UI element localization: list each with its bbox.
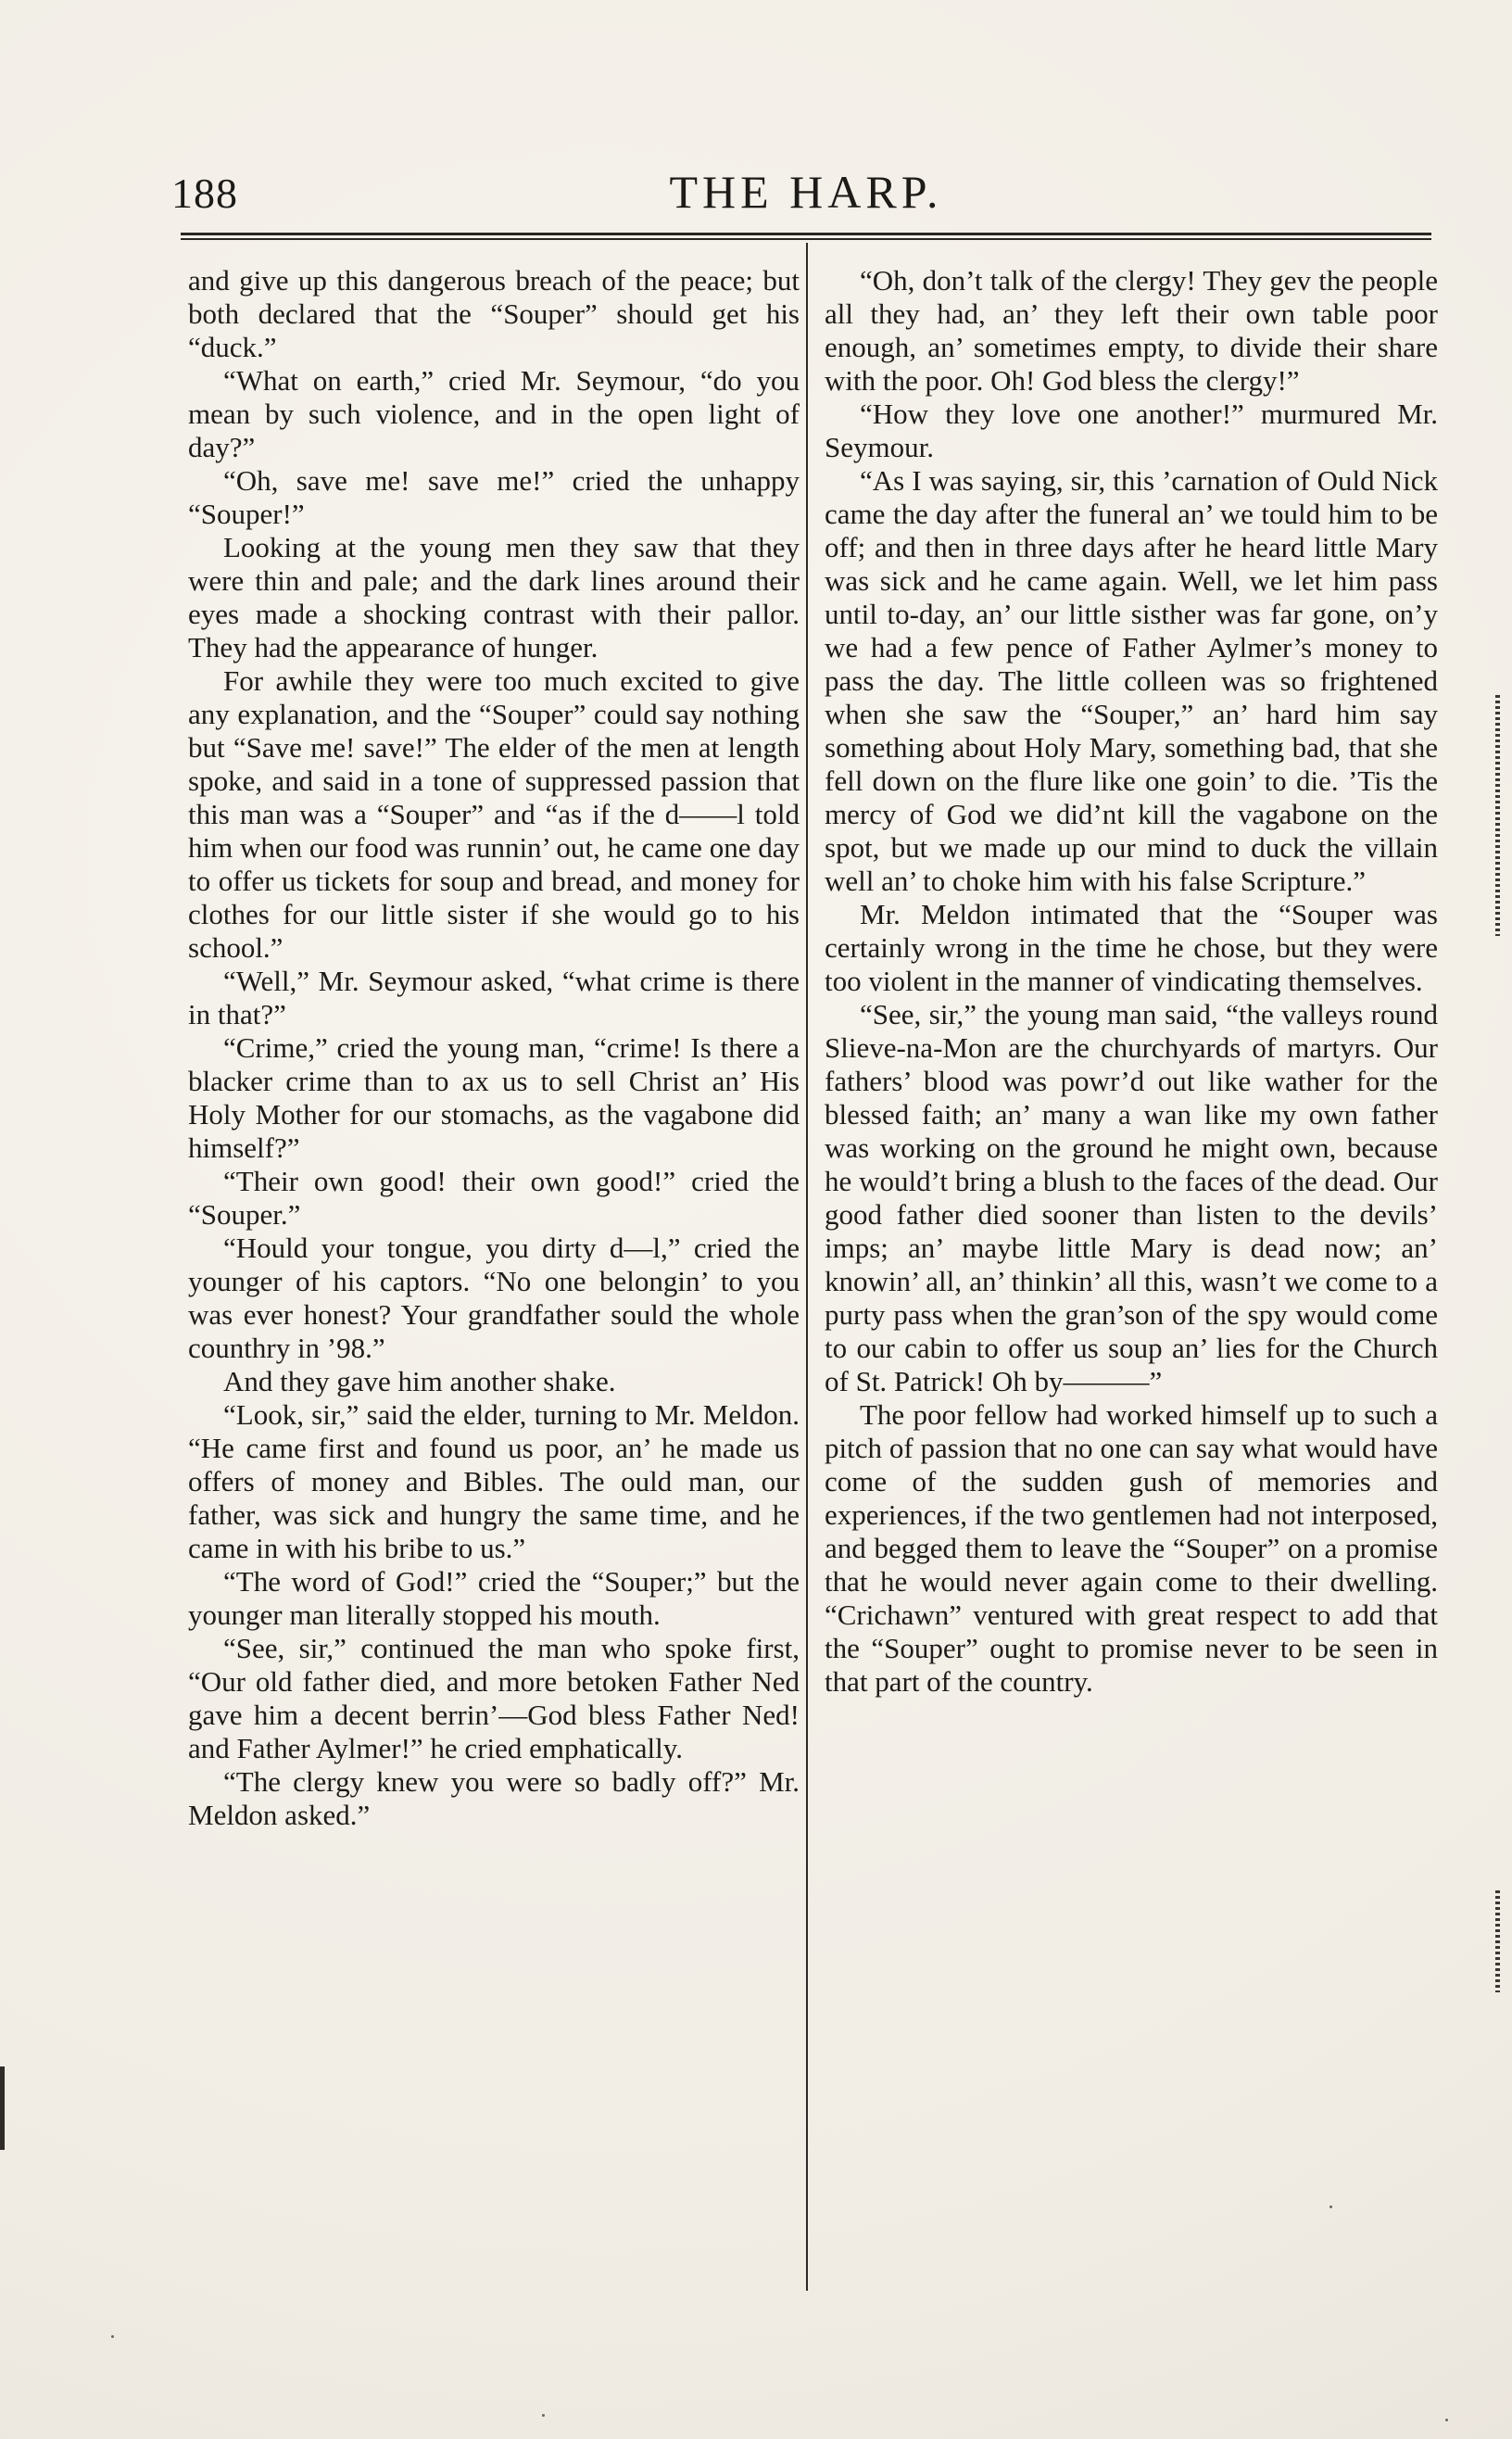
paragraph: and give up this dangerous breach of the peace; but both declared that the “Souper” should get his “duck.” xyxy=(188,264,800,363)
page-header xyxy=(171,165,1441,221)
paragraph: “Their own good! their own good!” cried the “Souper.” xyxy=(188,1165,800,1231)
paragraph: “How they love one another!” murmured Mr. Seymour. xyxy=(825,398,1438,463)
paragraph: “As I was saying, sir, this ’carnation of Ould Nick came the day after the funeral an’ we tould him to be off; and then in three days after he heard little Mary was sick and he came again. Well, we let him pass until to-day, an’ our little sisther was far gone, on’y we had a few pence of Father Aylmer’s money to pass the day. The little colleen was so frightened when she saw the “Souper,” an’ hard him say something about Holy Mary, something bad, that she fell down on the flure like one goin’ to die. ’Tis the mercy of God we did’nt kill the vagabone on the spot, but we made up our mind to duck the villain well an’ to choke him with his false Scripture.” xyxy=(825,464,1438,897)
paragraph: “The clergy knew you were so badly off?” Mr. Meldon asked.” xyxy=(188,1765,800,1831)
scan-edge-mark xyxy=(0,2066,5,2150)
scan-speck xyxy=(1329,2205,1332,2208)
scan-margin-mark xyxy=(1495,695,1500,936)
paragraph: “Well,” Mr. Seymour asked, “what crime is there in that?” xyxy=(188,965,800,1030)
right-column xyxy=(825,264,1438,1699)
paragraph: “See, sir,” continued the man who spoke first, “Our old father died, and more betoken Father Ned gave him a decent berrin’—God bless Father Ned! and Father Aylmer!” he cried emphatically. xyxy=(188,1632,800,1764)
paragraph: And they gave him another shake. xyxy=(223,1365,616,1397)
paragraph: “See, sir,” the young man said, “the valleys round Slieve-na-Mon are the churchyards of martyrs. Our fathers’ blood was powr’d out like wather for the blessed faith; an’ many a wan like my own father was working on the ground he might own, because he would’t bring a blush to the faces of the dead. Our good father died sooner than listen to the devils’ imps; an’ maybe little Mary is dead now; an’ knowin’ all, an’ thinkin’ all this, wasn’t we come to a purty pass when the gran’son of the spy would come to our cabin to offer us soup an’ lies for the Church of St. Patrick! Oh by———” xyxy=(825,998,1438,1397)
left-column xyxy=(188,264,800,1832)
scan-margin-mark xyxy=(1495,1890,1500,1992)
paragraph: “Hould your tongue, you dirty d—l,” cried the younger of his captors. “No one belongin’ to you was ever honest? Your grandfather sould the whole counthry in ’98.” xyxy=(188,1232,800,1364)
paragraph: The poor fellow had worked himself up to such a pitch of passion that no one can say what would have come of the sudden gush of memories and experiences, if the two gentlemen had not interposed, and begged them to leave the “Souper” on a promise that he would never again come to their dwelling. “Crichawn” ventured with great respect to add that the “Souper” ought to promise never to be seen in that part of the country. xyxy=(825,1398,1438,1698)
paragraph: “Look, sir,” said the elder, turning to Mr. Meldon. “He came first and found us poor, an’ he made us offers of money and Bibles. The ould man, our father, was sick and hungry the same time, and he came in with his bribe to us.” xyxy=(188,1398,800,1564)
column-divider xyxy=(806,243,808,2291)
paragraph: Looking at the young men they saw that they were thin and pale; and the dark lines around their eyes made a shocking contrast with their pallor. They had the appearance of hunger. xyxy=(188,531,800,663)
scan-speck xyxy=(111,2335,114,2338)
paragraph: “The word of God!” cried the “Souper;” but the younger man literally stopped his mouth. xyxy=(188,1565,800,1631)
header-rule xyxy=(181,233,1431,235)
scan-speck xyxy=(1445,2419,1448,2421)
journal-title: THE HARP. xyxy=(669,166,943,218)
header-rule-secondary xyxy=(181,238,1431,240)
paragraph: For awhile they were too much excited to give any explanation, and the “Souper” could say nothing but “Save me! save!” The elder of the men at length spoke, and said in a tone of suppressed passion that this man was a “Souper” and “as if the d——l told him when our food was runnin’ out, he came one day to offer us tickets for soup and bread, and money for clothes for our little sister if she would go to his school.” xyxy=(188,664,800,964)
paragraph: “Oh, don’t talk of the clergy! They gev the people all they had, an’ they left their own table poor enough, an’ sometimes empty, to divide their share with the poor. Oh! God bless the clergy!” xyxy=(825,264,1438,397)
paragraph: “Crime,” cried the young man, “crime! Is there a blacker crime than to ax us to sell Christ an’ His Holy Mother for our stomachs, as the vagabone did himself?” xyxy=(188,1031,800,1164)
paragraph: Mr. Meldon intimated that the “Souper was certainly wrong in the time he chose, but they were too violent in the manner of vindicating themselves. xyxy=(825,898,1438,997)
scan-speck xyxy=(542,2414,545,2417)
paragraph: “Oh, save me! save me!” cried the unhappy “Souper!” xyxy=(188,464,800,530)
paragraph: “What on earth,” cried Mr. Seymour, “do you mean by such violence, and in the open light of day?” xyxy=(188,364,800,463)
page-number: 188 xyxy=(171,170,238,217)
